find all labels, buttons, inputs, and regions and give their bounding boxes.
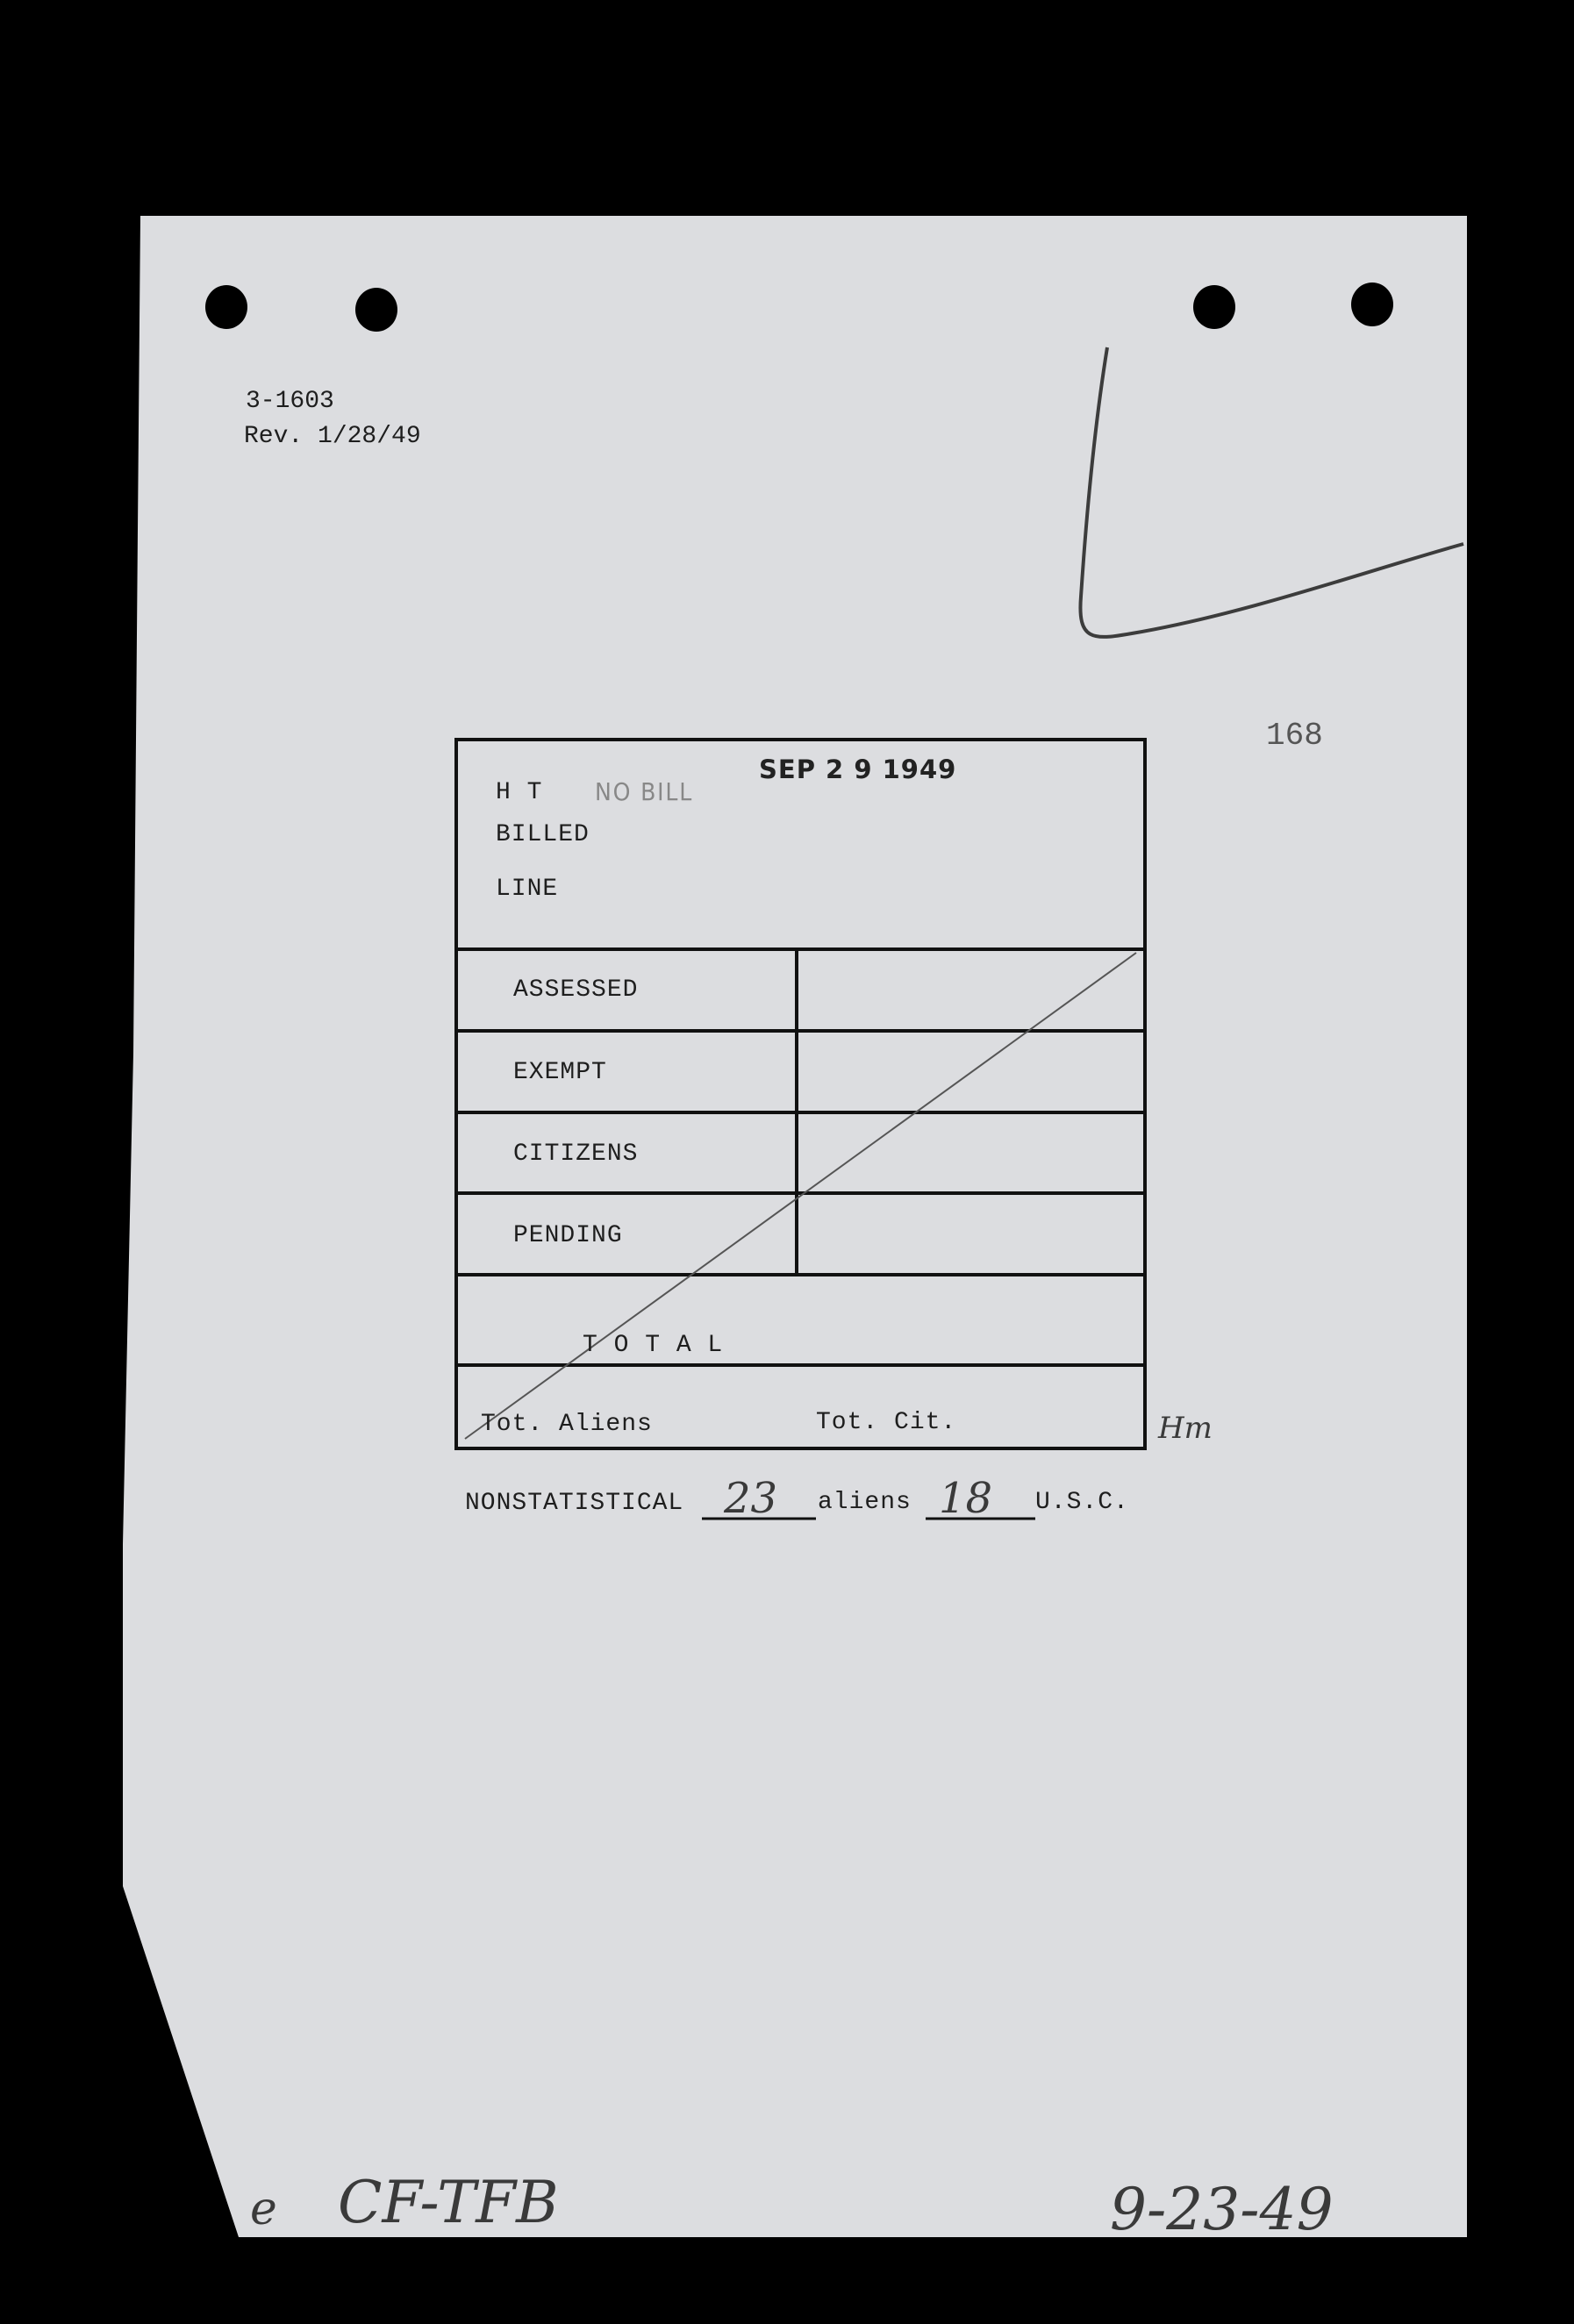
total-aliens-label: Tot. Aliens bbox=[481, 1411, 653, 1438]
row-label-assessed: ASSESSED bbox=[513, 976, 639, 1004]
no-bill-stamp: NO BILL bbox=[595, 777, 694, 806]
usc-count: 18 bbox=[939, 1474, 993, 1523]
header-line: LINE bbox=[496, 876, 559, 903]
punch-hole bbox=[1351, 282, 1393, 326]
punch-hole bbox=[355, 288, 397, 332]
aliens-count: 23 bbox=[724, 1474, 778, 1523]
header-ht: H T bbox=[496, 779, 543, 806]
total-label: T O T A L bbox=[583, 1332, 724, 1359]
aliens-label: aliens bbox=[818, 1489, 912, 1516]
row-label-citizens: CITIZENS bbox=[513, 1141, 639, 1168]
punch-hole bbox=[1193, 285, 1235, 329]
header-billed: BILLED bbox=[496, 821, 590, 848]
page-number: 168 bbox=[1266, 718, 1323, 754]
usc-label: U.S.C. bbox=[1035, 1489, 1129, 1516]
punch-hole bbox=[205, 285, 247, 329]
row-label-pending: PENDING bbox=[513, 1222, 623, 1249]
total-citizens-label: Tot. Cit. bbox=[816, 1409, 957, 1436]
row-label-exempt: EXEMPT bbox=[513, 1059, 607, 1086]
code-handwriting: CF-TFB bbox=[338, 2169, 559, 2236]
form-number: 3-1603 bbox=[246, 388, 334, 415]
form-revision: Rev. 1/28/49 bbox=[244, 423, 421, 450]
date-handwriting: 9-23-49 bbox=[1110, 2176, 1334, 2243]
initials-handwriting: Hm bbox=[1158, 1411, 1213, 1446]
code-prefix-handwriting: e bbox=[250, 2183, 277, 2235]
date-stamp: SEP 2 9 1949 bbox=[759, 754, 957, 784]
nonstatistical-label: NONSTATISTICAL bbox=[465, 1490, 684, 1517]
